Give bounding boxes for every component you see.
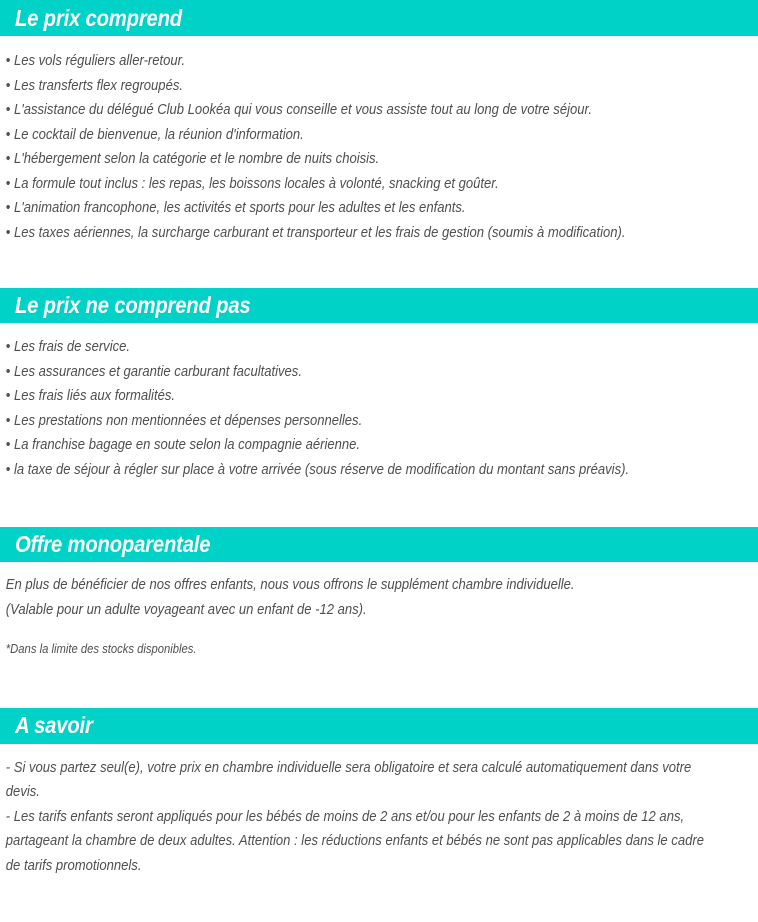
notice-line: devis. bbox=[5, 784, 40, 800]
section-body-prix-ne-comprend-pas bbox=[0, 323, 758, 477]
list-item bbox=[4, 438, 677, 453]
section-title: Le prix ne comprend pas bbox=[14, 292, 251, 318]
list-item-label: Les prestations non mentionnées et dépenses personnelles. bbox=[13, 412, 363, 429]
list-item bbox=[4, 340, 677, 355]
offer-paragraph: En plus de bénéficier de nos offres enfants, nous vous offrons le supplément chambre individuelle. bbox=[5, 577, 575, 593]
bullet-icon: • bbox=[5, 437, 11, 453]
list-item bbox=[4, 177, 677, 192]
list-item bbox=[4, 128, 677, 143]
list-item-label: Les assurances et garantie carburant facultatives. bbox=[13, 363, 302, 380]
section-body-offre-monoparentale bbox=[0, 562, 758, 656]
bullet-icon: • bbox=[5, 77, 11, 94]
bullet-icon: • bbox=[5, 388, 11, 404]
section-body-prix-comprend bbox=[0, 36, 758, 240]
list-item-label: la taxe de séjour à régler sur place à votre arrivée (sous réserve de modification du montant sans préavis). bbox=[13, 461, 630, 478]
list-item-label: Les frais liés aux formalités. bbox=[13, 388, 175, 404]
bullet-icon: • bbox=[5, 412, 11, 429]
inclusions-list bbox=[4, 54, 752, 240]
list-item-label: L'assistance du délégué Club Lookéa qui vous conseille et vous assiste tout au long de votre séjour. bbox=[13, 102, 592, 118]
list-item bbox=[4, 79, 677, 94]
offer-footnote: *Dans la limite des stocks disponibles. bbox=[5, 642, 197, 656]
paragraph-spacer bbox=[4, 627, 752, 643]
list-item bbox=[4, 201, 677, 216]
list-item bbox=[4, 365, 677, 380]
section-spacer bbox=[0, 487, 758, 527]
offer-paragraph: (Valable pour un adulte voyageant avec un enfant de -12 ans). bbox=[5, 601, 367, 618]
section-title: Le prix comprend bbox=[14, 4, 182, 31]
bullet-icon: • bbox=[5, 200, 11, 216]
section-title: A savoir bbox=[14, 712, 93, 738]
list-item-label: Les frais de service. bbox=[13, 339, 131, 355]
bullet-icon: • bbox=[5, 339, 11, 355]
bullet-icon: • bbox=[5, 175, 11, 192]
section-spacer bbox=[0, 250, 758, 288]
section-prix-comprend bbox=[0, 0, 758, 240]
notice-line: de tarifs promotionnels. bbox=[5, 857, 142, 874]
section-header-prix-ne-comprend-pas bbox=[0, 288, 758, 323]
list-item-label: L'animation francophone, les activités et sports pour les adultes et les enfants. bbox=[13, 200, 466, 216]
exclusions-list bbox=[4, 340, 752, 477]
notice-line: - Si vous partez seul(e), votre prix en chambre individuelle sera obligatoire et sera calculé automatiquement dans votre bbox=[5, 759, 692, 776]
section-body-a-savoir bbox=[0, 744, 758, 874]
list-item-label: La formule tout inclus : les repas, les boissons locales à volonté, snacking et goûter. bbox=[13, 175, 499, 192]
list-item bbox=[4, 226, 677, 241]
list-item-label: L'hébergement selon la catégorie et le nombre de nuits choisis. bbox=[13, 151, 380, 167]
section-a-savoir bbox=[0, 708, 758, 874]
section-title: Offre monoparentale bbox=[14, 531, 211, 557]
list-item bbox=[4, 389, 677, 404]
section-header-prix-comprend bbox=[0, 0, 758, 36]
list-item-label: La franchise bagage en soute selon la compagnie aérienne. bbox=[13, 437, 361, 453]
list-item-label: Le cocktail de bienvenue, la réunion d'information. bbox=[13, 126, 304, 143]
bullet-icon: • bbox=[5, 151, 11, 167]
list-item-label: Les vols réguliers aller-retour. bbox=[13, 53, 186, 69]
list-item-label: Les taxes aériennes, la surcharge carburant et transporteur et les frais de gestion (soumis à modification). bbox=[13, 224, 626, 241]
notice-line: partageant la chambre de deux adultes. Attention : les réductions enfants et bébés ne sont pas applicables dans le cadre bbox=[5, 833, 704, 849]
section-prix-ne-comprend-pas bbox=[0, 288, 758, 477]
list-item bbox=[4, 463, 677, 478]
notice-line: - Les tarifs enfants seront appliqués pour les bébés de moins de 2 ans et/ou pour les enfants de 2 à moins de 12 ans, bbox=[5, 808, 685, 825]
section-offre-monoparentale bbox=[0, 527, 758, 656]
list-item bbox=[4, 103, 677, 118]
list-item-label: Les transferts flex regroupés. bbox=[13, 77, 183, 94]
bullet-icon: • bbox=[5, 126, 11, 143]
section-spacer bbox=[0, 666, 758, 708]
section-header-offre-monoparentale bbox=[0, 527, 758, 562]
bullet-icon: • bbox=[5, 363, 11, 380]
list-item bbox=[4, 414, 677, 429]
list-item bbox=[4, 152, 677, 167]
bullet-icon: • bbox=[5, 461, 11, 478]
bullet-icon: • bbox=[5, 102, 11, 118]
bullet-icon: • bbox=[5, 224, 11, 241]
bullet-icon: • bbox=[5, 53, 11, 69]
list-item bbox=[4, 54, 677, 69]
section-header-a-savoir bbox=[0, 708, 758, 744]
